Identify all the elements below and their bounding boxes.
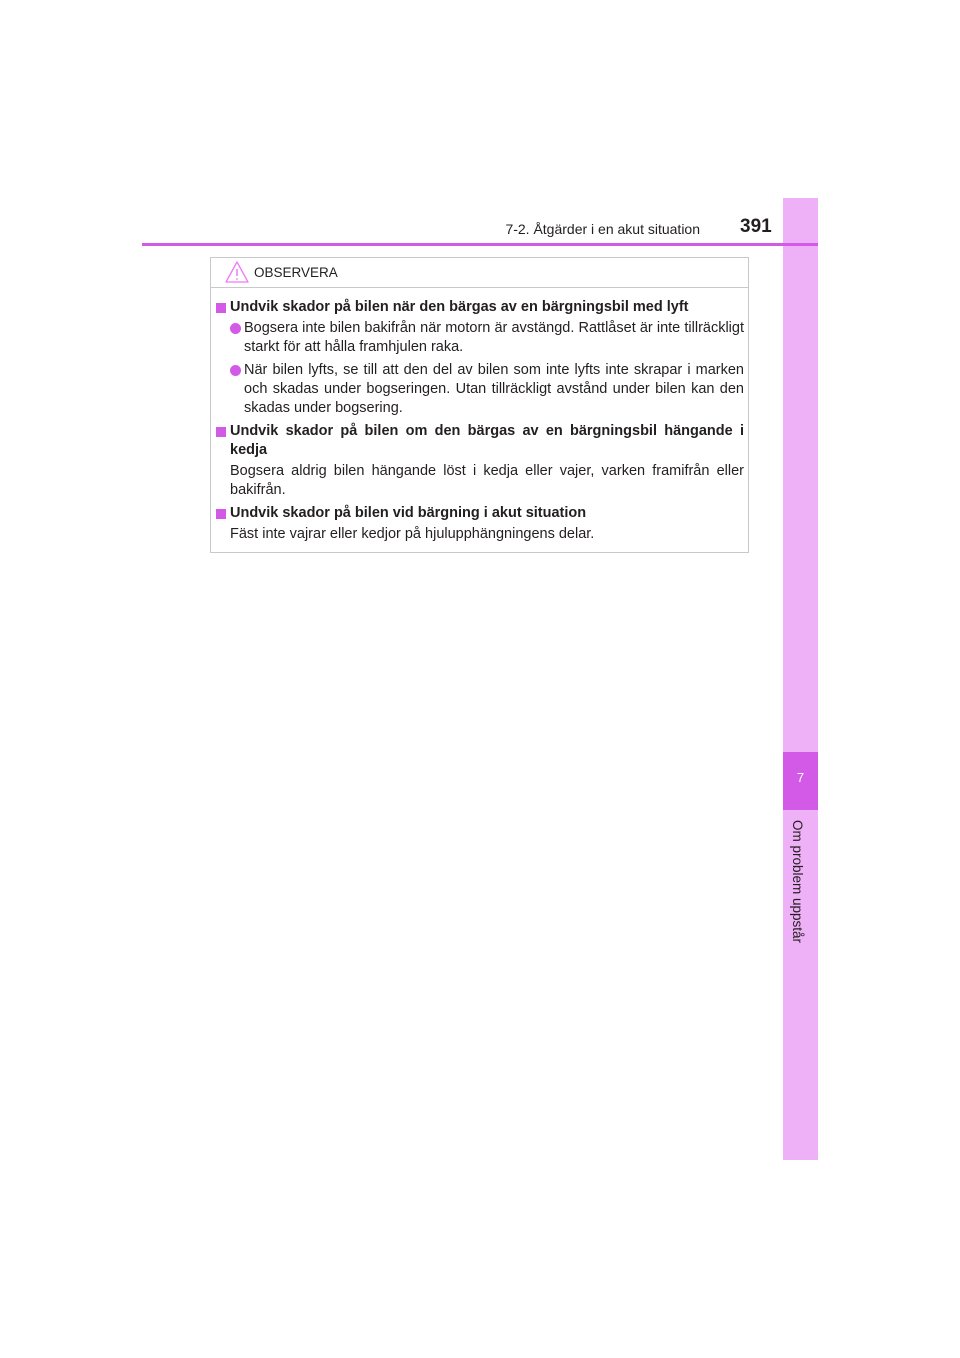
warning-triangle-icon bbox=[224, 260, 250, 284]
notice-title: OBSERVERA bbox=[254, 265, 338, 280]
item-heading-text: Undvik skador på bilen om den bärgas av en bärgningsbil hängande i kedja bbox=[230, 423, 744, 458]
item-heading bbox=[216, 422, 744, 460]
page-number: 391 bbox=[740, 216, 772, 237]
section-title: 7-2. Åtgärder i en akut situation bbox=[505, 221, 700, 237]
item-text: Bogsera aldrig bilen hängande löst i kedja eller vajer, varken framifrån eller bakifrån. bbox=[230, 463, 744, 498]
notice-box bbox=[210, 257, 749, 553]
header-rule bbox=[142, 243, 818, 246]
notice-body bbox=[216, 298, 744, 548]
bullet-text: Bogsera inte bilen bakifrån när motorn är avstängd. Rattlåset är inte tillräckligt starkt för att hålla framhjulen raka. bbox=[244, 320, 744, 355]
bullet-item bbox=[216, 319, 744, 357]
item-heading bbox=[216, 504, 744, 523]
notice-header bbox=[211, 258, 748, 288]
item-heading-text: Undvik skador på bilen vid bärgning i akut situation bbox=[230, 505, 587, 521]
bullet-text: När bilen lyfts, se till att den del av bilen som inte lyfts inte skrapar i marken och skadas under bogseringen. Utan tillräckligt avstånd under bilen kan den skadas under bogsering. bbox=[244, 362, 744, 416]
round-bullet-icon bbox=[230, 365, 241, 376]
round-bullet-icon bbox=[230, 323, 241, 334]
chapter-side-tab bbox=[783, 198, 818, 1160]
item-heading bbox=[216, 298, 744, 317]
chapter-title: Om problem uppstår bbox=[790, 820, 805, 944]
bullet-item bbox=[216, 361, 744, 418]
square-bullet-icon bbox=[216, 303, 226, 313]
chapter-number: 7 bbox=[796, 770, 805, 785]
item-heading-text: Undvik skador på bilen när den bärgas av en bärgningsbil med lyft bbox=[230, 299, 689, 315]
square-bullet-icon bbox=[216, 427, 226, 437]
square-bullet-icon bbox=[216, 509, 226, 519]
item-text: Fäst inte vajrar eller kedjor på hjulupphängningens delar. bbox=[230, 526, 595, 542]
